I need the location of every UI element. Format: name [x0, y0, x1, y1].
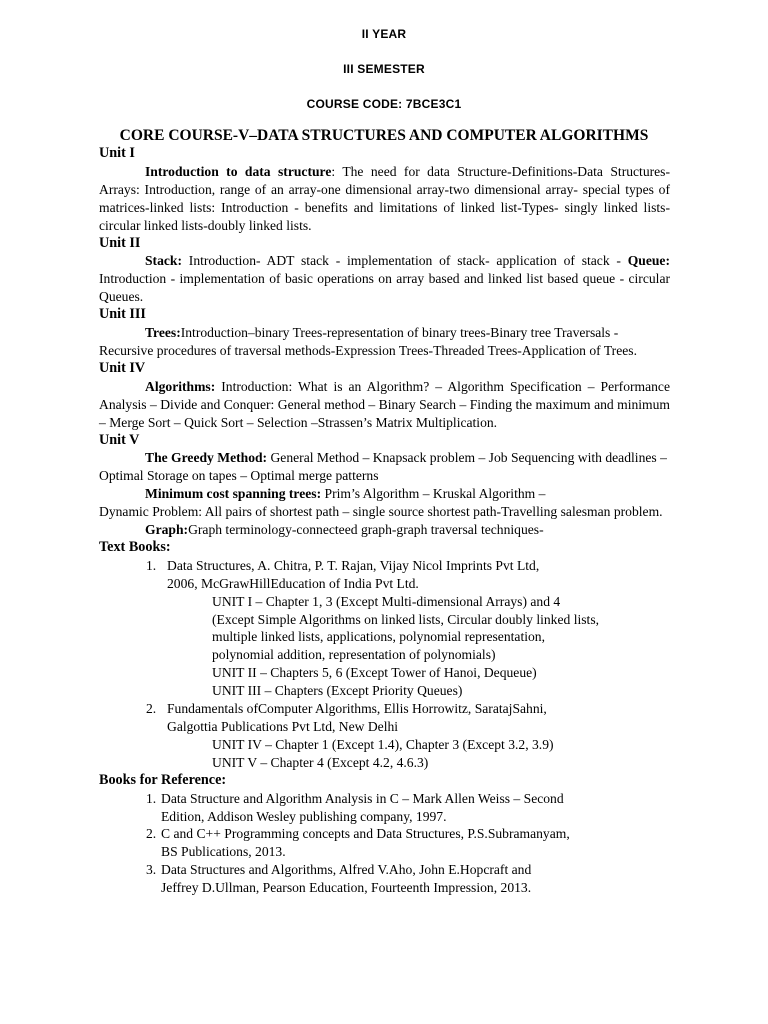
unit-1-heading: Unit I	[99, 145, 135, 161]
unit-2-text-queue: Introduction - implementation of basic operations on array based and linked list based queue - circular Queues.	[99, 271, 670, 305]
unit-3-body	[99, 324, 670, 360]
text-book-2-line1: Fundamentals ofComputer Algorithms, Ellis Horrowitz, SaratajSahni,	[167, 701, 547, 717]
unit-4-text: Introduction: What is an Algorithm? – Algorithm Specification – Performance Analysis – Divide and Conquer: General method – Binary Search – Finding the maximum and minimum – Merge Sort – Quick Sort – Selection –Strassen’s Matrix Multiplication.	[99, 378, 670, 430]
chapter-line: UNIT III – Chapters (Except Priority Queues)	[212, 683, 463, 699]
syllabus-content	[99, 145, 670, 897]
unit-5-greedy	[99, 449, 670, 485]
reference-book-2	[99, 825, 670, 861]
chapter-line: UNIT I – Chapter 1, 3 (Except Multi-dimensional Arrays) and 4	[212, 593, 561, 609]
text-book-2-chapters	[99, 736, 670, 772]
year-heading: II YEAR	[361, 27, 407, 41]
reference-book-3-line1: Data Structures and Algorithms, Alfred V.Aho, John E.Hopcraft and	[161, 862, 532, 878]
chapter-line: multiple linked lists, applications, polynomial representation,	[212, 629, 545, 645]
course-title: CORE COURSE-V–DATA STRUCTURES AND COMPUTER ALGORITHMS	[119, 127, 649, 144]
unit-5-lead-graph: Graph:	[145, 522, 189, 538]
chapter-line: UNIT IV – Chapter 1 (Except 1.4), Chapter 3 (Except 3.2, 3.9)	[212, 736, 554, 752]
unit-5-spanning	[99, 485, 670, 503]
unit-5-text-graph: Graph terminology-connecteed graph-graph traversal techniques-	[188, 522, 544, 538]
reference-book-2-line1: C and C++ Programming concepts and Data Structures, P.S.Subramanyam,	[161, 826, 570, 842]
chapter-line: UNIT V – Chapter 4 (Except 4.2, 4.6.3)	[212, 754, 429, 770]
semester-heading: III SEMESTER	[343, 62, 425, 76]
unit-4-body	[99, 378, 670, 432]
list-number: 3.	[146, 862, 157, 878]
unit-1-lead: Introduction to data structure	[145, 163, 332, 179]
unit-5-lead: The Greedy Method:	[145, 450, 268, 466]
reference-book-3	[99, 861, 670, 897]
reference-book-2-line2: BS Publications, 2013.	[161, 844, 286, 860]
list-number: 1.	[146, 557, 157, 573]
list-number: 1.	[146, 790, 157, 806]
reference-book-1-line1: Data Structure and Algorithm Analysis in C – Mark Allen Weiss – Second	[161, 790, 564, 806]
unit-2-text: Introduction- ADT stack - implementation of stack- application of stack -	[182, 253, 628, 269]
unit-2-body	[99, 252, 670, 306]
chapter-line: (Except Simple Algorithms on linked lists, Circular doubly linked lists,	[212, 611, 600, 627]
chapter-line: polynomial addition, representation of polynomials)	[212, 647, 496, 663]
unit-2-lead-queue: Queue:	[627, 253, 670, 269]
list-number: 2.	[146, 701, 157, 717]
unit-5-heading: Unit V	[99, 431, 140, 448]
text-book-1-line2: 2006, McGrawHillEducation of India Pvt Ltd.	[167, 575, 419, 591]
reference-books-heading: Books for Reference:	[99, 771, 227, 788]
unit-5-dynamic: Dynamic Problem: All pairs of shortest path – single source shortest path-Travelling salesman problem.	[99, 504, 663, 520]
text-book-2-line2: Galgottia Publications Pvt Ltd, New Delhi	[167, 719, 399, 734]
text-book-1	[99, 557, 670, 593]
unit-4-lead: Algorithms:	[145, 378, 216, 394]
text-book-1-line1: Data Structures, A. Chitra, P. T. Rajan, Vijay Nicol Imprints Pvt Ltd,	[167, 557, 540, 573]
chapter-line: UNIT II – Chapters 5, 6 (Except Tower of Hanoi, Dequeue)	[212, 665, 537, 681]
course-code-heading: COURSE CODE: 7BCE3C1	[306, 97, 462, 111]
unit-2-lead: Stack:	[145, 253, 183, 269]
text-book-2	[99, 700, 670, 736]
unit-1-text: : The need for data Structure-Definitions-Data Structures-Arrays: Introduction, range of an array-one dimensional array-two dimensional array- special types of matrices-linked lists: Introduction - benefits and limitations of linked list-Types- singly linked lists-circular linked lists-doubly linked lists.	[99, 163, 670, 233]
unit-5-lead-spanning: Minimum cost spanning trees:	[145, 486, 322, 502]
unit-3-text: Introduction–binary Trees-representation of binary trees-Binary tree Traversals - Recursive procedures of traversal methods-Expression Trees-Threaded Trees-Application of Trees.	[99, 325, 637, 358]
unit-2-heading: Unit II	[99, 234, 141, 251]
reference-book-1-line2: Edition, Addison Wesley publishing company, 1997.	[161, 808, 447, 824]
unit-5-graph	[99, 521, 670, 539]
unit-5-text-spanning: Prim’s Algorithm – Kruskal Algorithm –	[321, 486, 546, 502]
unit-3-lead: Trees:	[145, 325, 181, 341]
unit-5-text: General Method – Knapsack problem – Job Sequencing with deadlines – Optimal Storage on tapes – Optimal merge patterns	[99, 450, 667, 484]
reference-book-1	[99, 790, 670, 826]
text-books-heading: Text Books:	[99, 538, 171, 555]
unit-4-heading: Unit IV	[99, 359, 146, 376]
unit-3-heading: Unit III	[99, 306, 146, 323]
text-book-1-chapters	[99, 593, 670, 700]
list-number: 2.	[146, 826, 157, 842]
reference-book-3-line2: Jeffrey D.Ullman, Pearson Education, Fourteenth Impression, 2013.	[161, 880, 532, 896]
unit-1-body	[99, 163, 670, 235]
